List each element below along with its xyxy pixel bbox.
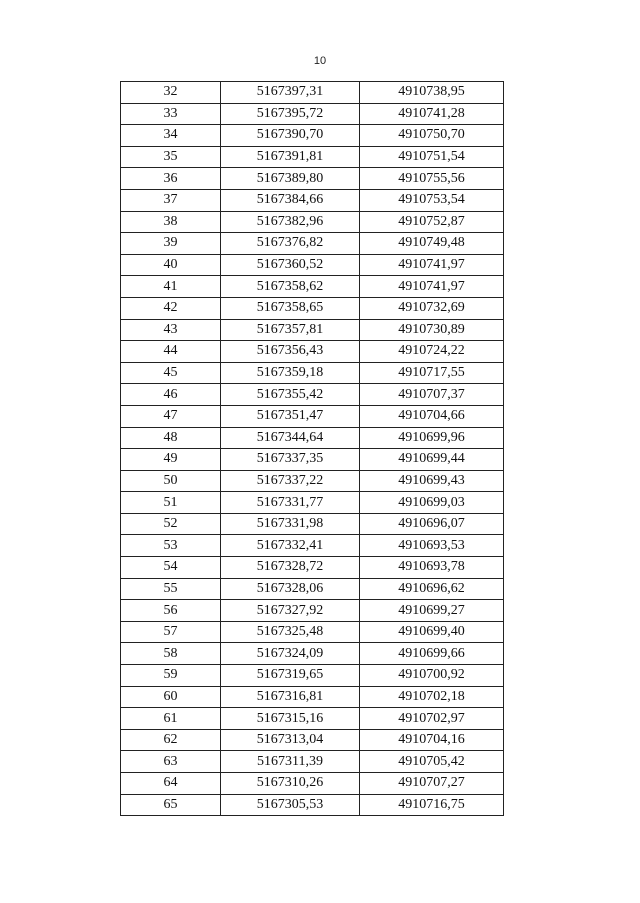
- table-row: [121, 492, 504, 514]
- point-number-cell: 35: [121, 146, 221, 168]
- x-coordinate-cell: 5167331,77: [221, 492, 360, 514]
- point-number-cell: 36: [121, 168, 221, 190]
- y-coordinate-cell: 4910716,75: [360, 794, 504, 816]
- point-number-cell: 55: [121, 578, 221, 600]
- point-number-cell: 40: [121, 254, 221, 276]
- table-row: [121, 362, 504, 384]
- x-coordinate-cell: 5167390,70: [221, 125, 360, 147]
- table-row: [121, 578, 504, 600]
- point-number-cell: 32: [121, 82, 221, 104]
- point-number-cell: 53: [121, 535, 221, 557]
- table-row: [121, 751, 504, 773]
- x-coordinate-cell: 5167331,98: [221, 513, 360, 535]
- y-coordinate-cell: 4910749,48: [360, 233, 504, 255]
- y-coordinate-cell: 4910707,37: [360, 384, 504, 406]
- table-row: [121, 233, 504, 255]
- table-row: [121, 103, 504, 125]
- table-row: [121, 513, 504, 535]
- y-coordinate-cell: 4910707,27: [360, 773, 504, 795]
- y-coordinate-cell: 4910704,16: [360, 729, 504, 751]
- x-coordinate-cell: 5167311,39: [221, 751, 360, 773]
- table-row: [121, 557, 504, 579]
- point-number-cell: 51: [121, 492, 221, 514]
- table-row: [121, 686, 504, 708]
- page-number: 10: [313, 55, 327, 67]
- x-coordinate-cell: 5167397,31: [221, 82, 360, 104]
- point-number-cell: 59: [121, 665, 221, 687]
- table-row: [121, 146, 504, 168]
- x-coordinate-cell: 5167315,16: [221, 708, 360, 730]
- y-coordinate-cell: 4910696,62: [360, 578, 504, 600]
- x-coordinate-cell: 5167337,35: [221, 449, 360, 471]
- point-number-cell: 60: [121, 686, 221, 708]
- table-row: [121, 794, 504, 816]
- x-coordinate-cell: 5167355,42: [221, 384, 360, 406]
- y-coordinate-cell: 4910755,56: [360, 168, 504, 190]
- table-row: [121, 211, 504, 233]
- point-number-cell: 56: [121, 600, 221, 622]
- x-coordinate-cell: 5167389,80: [221, 168, 360, 190]
- table-row: [121, 125, 504, 147]
- x-coordinate-cell: 5167313,04: [221, 729, 360, 751]
- point-number-cell: 42: [121, 297, 221, 319]
- table-row: [121, 427, 504, 449]
- table-row: [121, 297, 504, 319]
- coordinates-table-body: [121, 82, 504, 816]
- point-number-cell: 37: [121, 189, 221, 211]
- y-coordinate-cell: 4910699,66: [360, 643, 504, 665]
- y-coordinate-cell: 4910741,28: [360, 103, 504, 125]
- table-row: [121, 600, 504, 622]
- point-number-cell: 49: [121, 449, 221, 471]
- x-coordinate-cell: 5167359,18: [221, 362, 360, 384]
- y-coordinate-cell: 4910717,55: [360, 362, 504, 384]
- y-coordinate-cell: 4910699,03: [360, 492, 504, 514]
- y-coordinate-cell: 4910704,66: [360, 405, 504, 427]
- table-row: [121, 405, 504, 427]
- x-coordinate-cell: 5167328,06: [221, 578, 360, 600]
- point-number-cell: 57: [121, 621, 221, 643]
- y-coordinate-cell: 4910702,18: [360, 686, 504, 708]
- y-coordinate-cell: 4910699,43: [360, 470, 504, 492]
- y-coordinate-cell: 4910699,96: [360, 427, 504, 449]
- y-coordinate-cell: 4910693,53: [360, 535, 504, 557]
- x-coordinate-cell: 5167351,47: [221, 405, 360, 427]
- x-coordinate-cell: 5167305,53: [221, 794, 360, 816]
- table-row: [121, 384, 504, 406]
- x-coordinate-cell: 5167358,65: [221, 297, 360, 319]
- point-number-cell: 39: [121, 233, 221, 255]
- point-number-cell: 64: [121, 773, 221, 795]
- x-coordinate-cell: 5167395,72: [221, 103, 360, 125]
- point-number-cell: 47: [121, 405, 221, 427]
- table-row: [121, 168, 504, 190]
- x-coordinate-cell: 5167344,64: [221, 427, 360, 449]
- y-coordinate-cell: 4910693,78: [360, 557, 504, 579]
- x-coordinate-cell: 5167356,43: [221, 341, 360, 363]
- table-row: [121, 535, 504, 557]
- point-number-cell: 61: [121, 708, 221, 730]
- point-number-cell: 46: [121, 384, 221, 406]
- x-coordinate-cell: 5167316,81: [221, 686, 360, 708]
- table-row: [121, 189, 504, 211]
- point-number-cell: 54: [121, 557, 221, 579]
- table-row: [121, 665, 504, 687]
- point-number-cell: 43: [121, 319, 221, 341]
- y-coordinate-cell: 4910702,97: [360, 708, 504, 730]
- y-coordinate-cell: 4910753,54: [360, 189, 504, 211]
- point-number-cell: 33: [121, 103, 221, 125]
- table-row: [121, 643, 504, 665]
- point-number-cell: 48: [121, 427, 221, 449]
- y-coordinate-cell: 4910699,44: [360, 449, 504, 471]
- point-number-cell: 58: [121, 643, 221, 665]
- x-coordinate-cell: 5167328,72: [221, 557, 360, 579]
- y-coordinate-cell: 4910705,42: [360, 751, 504, 773]
- table-row: [121, 470, 504, 492]
- y-coordinate-cell: 4910724,22: [360, 341, 504, 363]
- y-coordinate-cell: 4910738,95: [360, 82, 504, 104]
- y-coordinate-cell: 4910699,27: [360, 600, 504, 622]
- point-number-cell: 52: [121, 513, 221, 535]
- x-coordinate-cell: 5167319,65: [221, 665, 360, 687]
- y-coordinate-cell: 4910751,54: [360, 146, 504, 168]
- table-row: [121, 773, 504, 795]
- y-coordinate-cell: 4910730,89: [360, 319, 504, 341]
- point-number-cell: 38: [121, 211, 221, 233]
- table-row: [121, 449, 504, 471]
- x-coordinate-cell: 5167360,52: [221, 254, 360, 276]
- x-coordinate-cell: 5167324,09: [221, 643, 360, 665]
- table-row: [121, 729, 504, 751]
- point-number-cell: 63: [121, 751, 221, 773]
- table-row: [121, 276, 504, 298]
- x-coordinate-cell: 5167358,62: [221, 276, 360, 298]
- x-coordinate-cell: 5167376,82: [221, 233, 360, 255]
- y-coordinate-cell: 4910741,97: [360, 254, 504, 276]
- table-row: [121, 319, 504, 341]
- point-number-cell: 44: [121, 341, 221, 363]
- y-coordinate-cell: 4910700,92: [360, 665, 504, 687]
- table-row: [121, 341, 504, 363]
- table-row: [121, 82, 504, 104]
- x-coordinate-cell: 5167391,81: [221, 146, 360, 168]
- y-coordinate-cell: 4910752,87: [360, 211, 504, 233]
- table-row: [121, 254, 504, 276]
- x-coordinate-cell: 5167327,92: [221, 600, 360, 622]
- point-number-cell: 50: [121, 470, 221, 492]
- point-number-cell: 34: [121, 125, 221, 147]
- y-coordinate-cell: 4910699,40: [360, 621, 504, 643]
- x-coordinate-cell: 5167357,81: [221, 319, 360, 341]
- x-coordinate-cell: 5167310,26: [221, 773, 360, 795]
- y-coordinate-cell: 4910750,70: [360, 125, 504, 147]
- point-number-cell: 62: [121, 729, 221, 751]
- y-coordinate-cell: 4910741,97: [360, 276, 504, 298]
- point-number-cell: 65: [121, 794, 221, 816]
- x-coordinate-cell: 5167382,96: [221, 211, 360, 233]
- table-row: [121, 621, 504, 643]
- point-number-cell: 41: [121, 276, 221, 298]
- x-coordinate-cell: 5167332,41: [221, 535, 360, 557]
- coordinates-table: [120, 81, 504, 816]
- x-coordinate-cell: 5167325,48: [221, 621, 360, 643]
- y-coordinate-cell: 4910732,69: [360, 297, 504, 319]
- point-number-cell: 45: [121, 362, 221, 384]
- table-row: [121, 708, 504, 730]
- y-coordinate-cell: 4910696,07: [360, 513, 504, 535]
- x-coordinate-cell: 5167337,22: [221, 470, 360, 492]
- x-coordinate-cell: 5167384,66: [221, 189, 360, 211]
